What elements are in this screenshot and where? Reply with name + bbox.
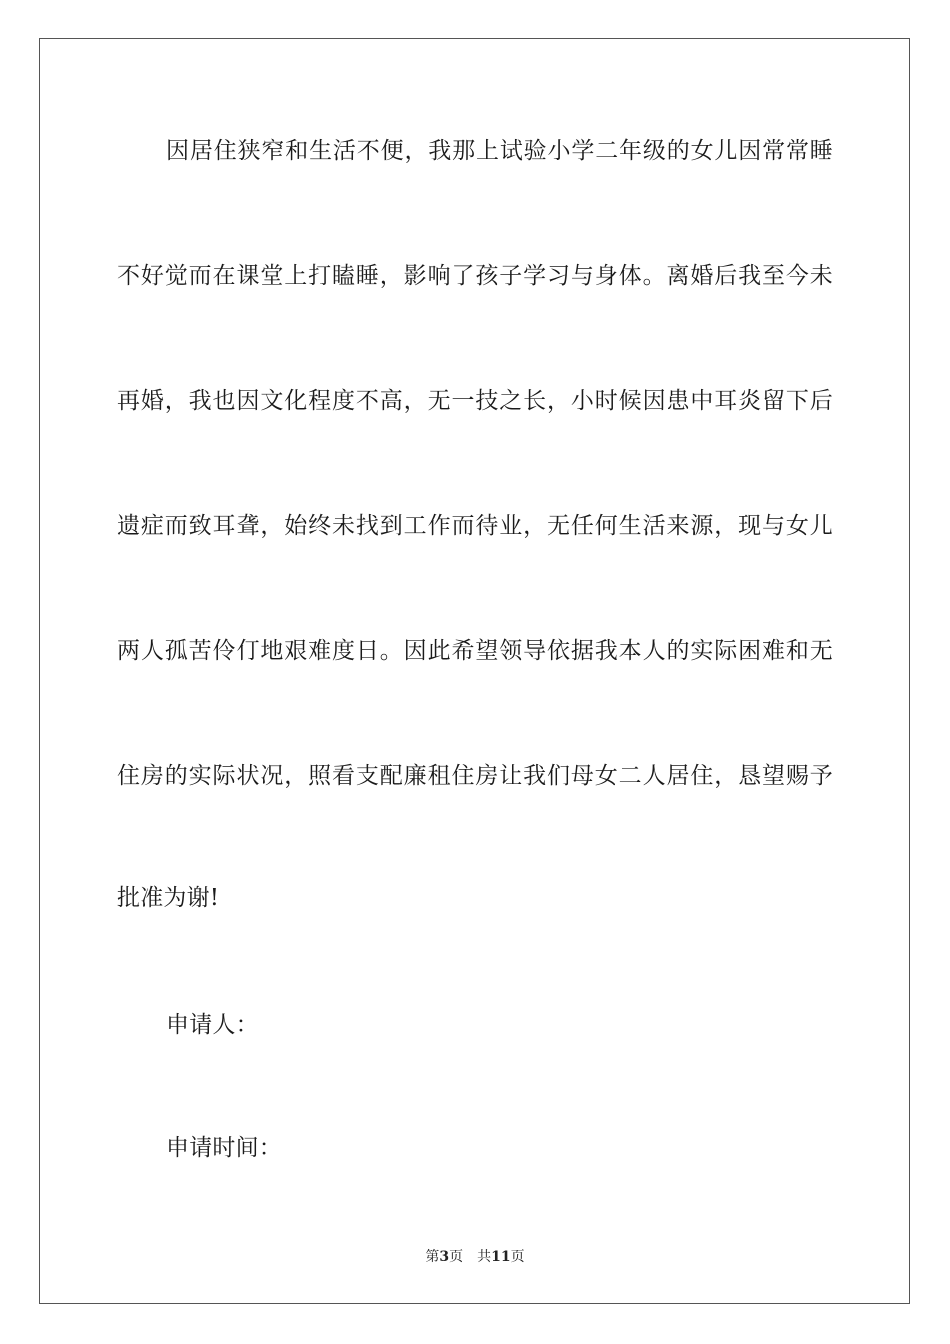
paragraph-line-7: 批准为谢! (117, 885, 220, 911)
paragraph-line-6: 住房的实际状况，照看支配廉租住房让我们母女二人居住，恳望赐予 (117, 763, 833, 789)
total-pages: 11 (491, 1249, 511, 1265)
page-footer (0, 1248, 950, 1266)
total-prefix: 共 (477, 1249, 492, 1265)
paragraph-line-4: 遗症而致耳聋，始终未找到工作而待业，无任何生活来源，现与女儿 (117, 513, 833, 539)
paragraph-line-1: 因居住狭窄和生活不便，我那上试验小学二年级的女儿因常常睡 (166, 138, 833, 164)
page-prefix: 第 (425, 1249, 440, 1265)
page-number: 3 (439, 1249, 450, 1265)
paragraph-line-5: 两人孤苦伶仃地艰难度日。因此希望领导依据我本人的实际困难和无 (117, 638, 833, 664)
page-suffix: 页 (449, 1249, 464, 1265)
application-date-label: 申请时间： (166, 1135, 282, 1161)
applicant-label: 申请人： (166, 1012, 259, 1038)
paragraph-line-3: 再婚，我也因文化程度不高，无一技之长，小时候因患中耳炎留下后 (117, 388, 833, 414)
total-suffix: 页 (510, 1249, 525, 1265)
page-frame (39, 38, 910, 1304)
paragraph-line-2: 不好觉而在课堂上打瞌睡，影响了孩子学习与身体。离婚后我至今未 (117, 263, 833, 289)
